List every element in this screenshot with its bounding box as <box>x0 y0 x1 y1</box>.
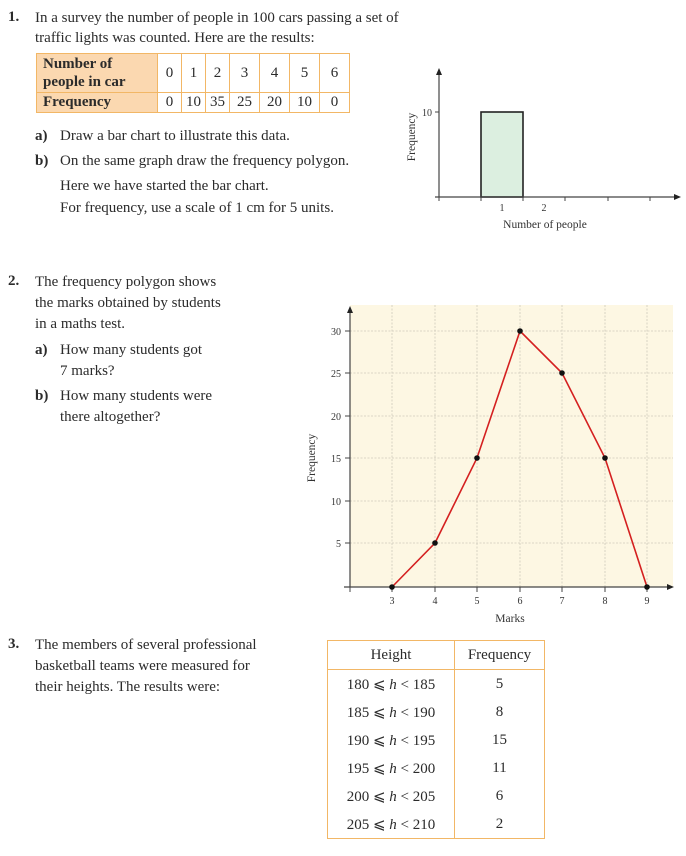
question-stem-line: The frequency polygon shows <box>35 274 217 290</box>
x-tick-label: 9 <box>644 596 650 607</box>
question-stem-line: basketball teams were measured for <box>35 658 250 674</box>
x-axis-label: Number of people <box>503 219 587 231</box>
table-row: 205 ⩽ h < 210 2 <box>328 810 545 839</box>
question-stem-line: their heights. The results were: <box>35 679 221 695</box>
question-stem-line: the marks obtained by students <box>35 295 221 311</box>
table-cell: 4 <box>260 54 290 93</box>
y-tick-label: 10 <box>331 497 341 508</box>
part-text: How many students got <box>60 342 203 358</box>
table-cell: 25 <box>230 93 260 113</box>
x-tick-label: 5 <box>474 596 480 607</box>
table-row: 190 ⩽ h < 195 15 <box>328 726 545 754</box>
table-cell: 0 <box>158 93 182 113</box>
table-cell: 10 <box>290 93 320 113</box>
y-tick-label: 25 <box>331 369 341 380</box>
table-cell: 5 <box>290 54 320 93</box>
part-text: How many students were <box>60 388 213 404</box>
question-stem-line: In a survey the number of people in 100 cars passing a set of <box>35 10 399 26</box>
question-number: 1. <box>8 9 20 25</box>
table-cell: 35 <box>206 93 230 113</box>
y-tick-label: 5 <box>336 539 341 550</box>
y-tick-label: 15 <box>331 454 341 465</box>
arrow-right-icon <box>674 194 681 200</box>
table-cell: 1 <box>182 54 206 93</box>
x-tick-label: 7 <box>559 596 565 607</box>
question-stem-line: The members of several professional <box>35 637 257 653</box>
table-row: 195 ⩽ h < 200 11 <box>328 754 545 782</box>
table-cell: 6 <box>320 54 350 93</box>
x-axis-label: Marks <box>495 613 525 625</box>
part-label: a) <box>35 128 48 144</box>
table-cell: 0 <box>158 54 182 93</box>
x-tick-label: 2 <box>541 203 547 214</box>
y-axis-label: Frequency <box>306 433 318 483</box>
question-stem-line: traffic lights was counted. Here are the results: <box>35 30 315 46</box>
part-label: a) <box>35 342 48 358</box>
y-tick-label: 20 <box>331 412 341 423</box>
part-label: b) <box>35 388 49 404</box>
y-axis-label: Frequency <box>406 112 418 162</box>
bar-chart <box>395 65 686 240</box>
part-text: On the same graph draw the frequency polygon. <box>60 153 350 169</box>
table-cell: 2 <box>206 54 230 93</box>
table-cell: 0 <box>320 93 350 113</box>
x-tick-label: 6 <box>517 596 523 607</box>
part-text: there altogether? <box>60 409 161 425</box>
height-frequency-table <box>327 640 545 839</box>
table-cell: 20 <box>260 93 290 113</box>
table-row: 185 ⩽ h < 190 8 <box>328 698 545 726</box>
question-number: 3. <box>8 636 20 652</box>
part-label: b) <box>35 153 49 169</box>
part-text: Draw a bar chart to illustrate this data. <box>60 128 290 144</box>
table-row: 180 ⩽ h < 185 5 <box>328 670 545 699</box>
frequency-polygon-chart <box>290 290 686 630</box>
table-row: 200 ⩽ h < 205 6 <box>328 782 545 810</box>
table-row-header: Number of people in car <box>37 54 158 93</box>
x-tick-label: 1 <box>499 203 505 214</box>
table-header: Frequency <box>455 641 545 670</box>
note-text: Here we have started the bar chart. <box>60 178 269 194</box>
table-cell: 10 <box>182 93 206 113</box>
part-text: 7 marks? <box>60 363 115 379</box>
y-tick-label: 10 <box>422 108 432 119</box>
x-tick-label: 4 <box>432 596 438 607</box>
note-text: For frequency, use a scale of 1 cm for 5 units. <box>60 200 334 216</box>
question-stem-line: in a maths test. <box>35 316 125 332</box>
question-number: 2. <box>8 273 20 289</box>
people-frequency-table <box>36 53 350 113</box>
y-tick-label: 30 <box>331 327 341 338</box>
bar <box>481 112 523 197</box>
x-tick-label: 8 <box>602 596 608 607</box>
x-tick-label: 3 <box>389 596 395 607</box>
table-row-header: Frequency <box>37 93 158 113</box>
table-cell: 3 <box>230 54 260 93</box>
table-header: Height <box>328 641 455 670</box>
arrow-up-icon <box>436 68 442 75</box>
